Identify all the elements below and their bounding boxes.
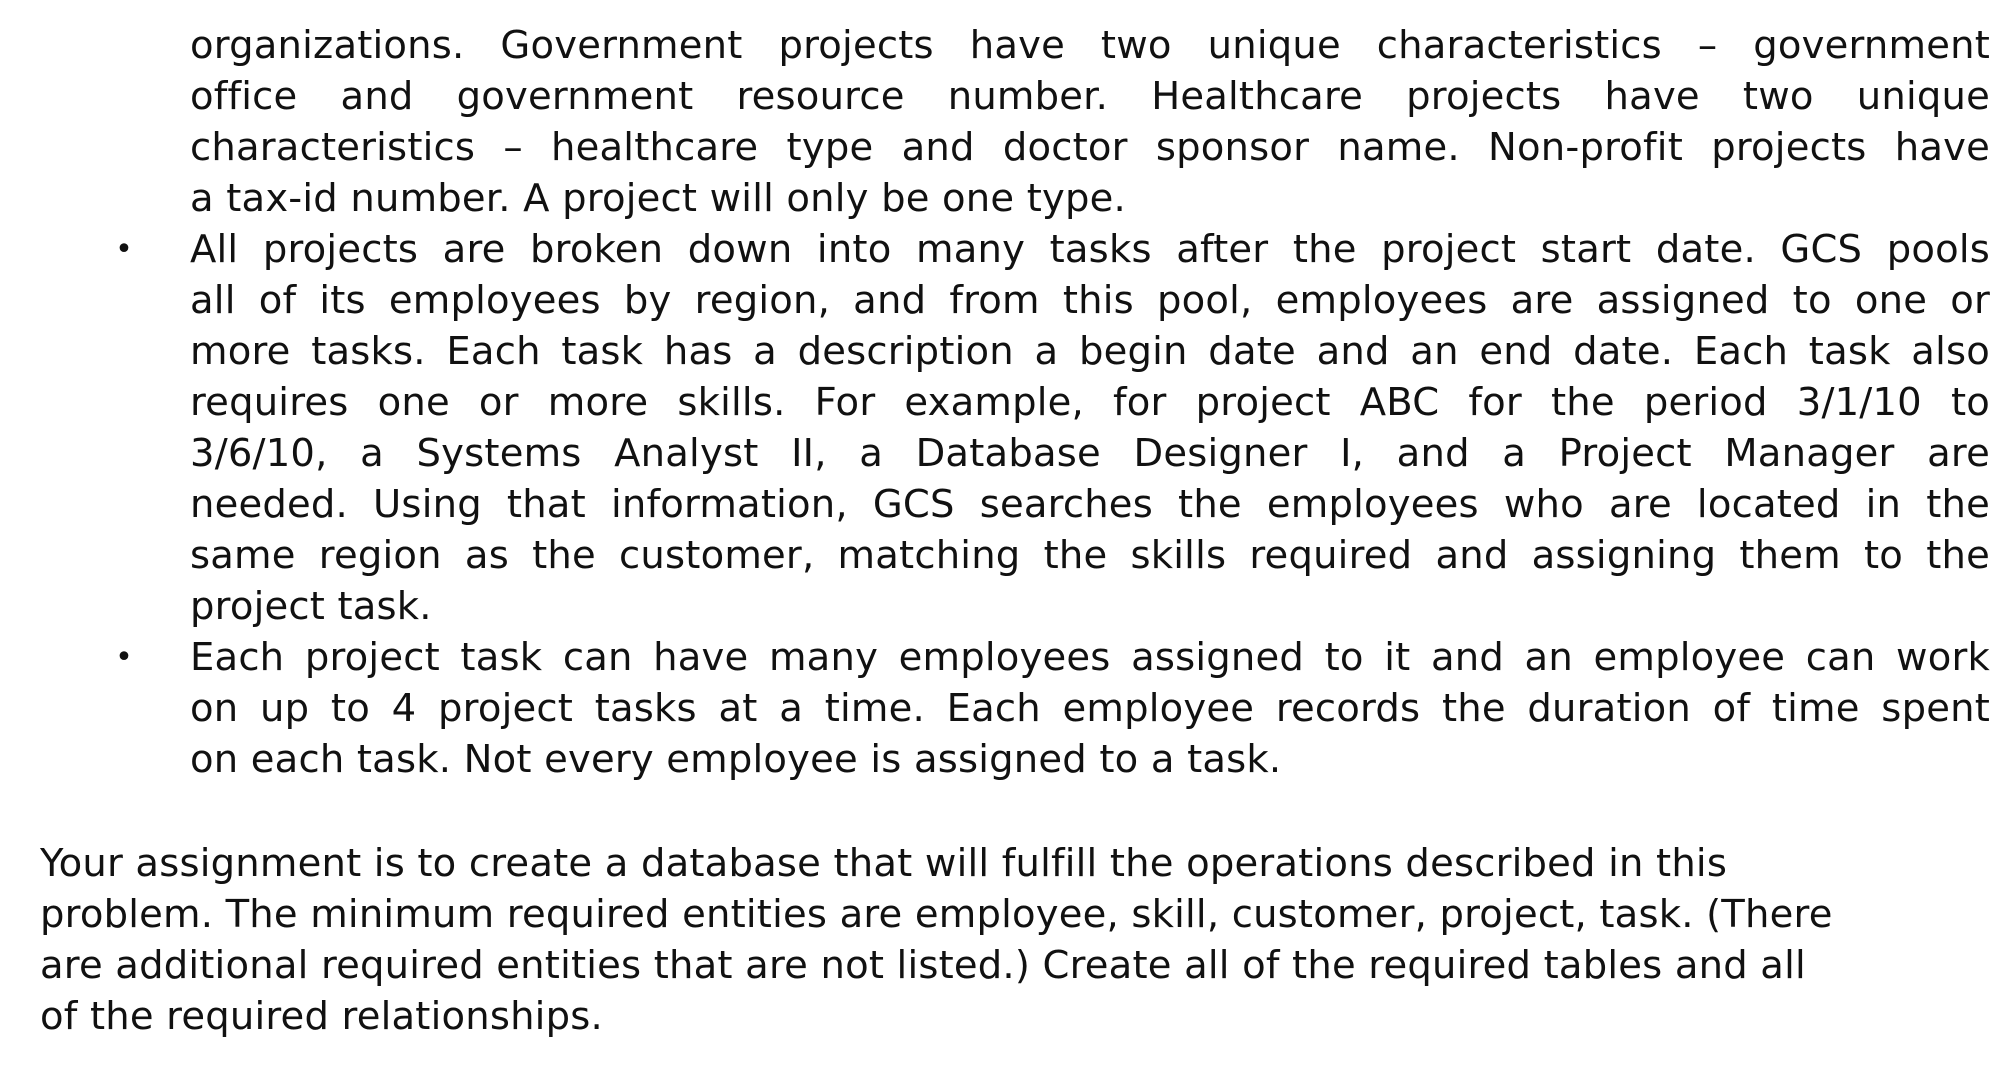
text-line: characteristics – healthcare type and doctor sponsor name. Non-profit projects have (190, 125, 1990, 170)
text-line: project task. (190, 584, 432, 629)
text-line: on each task. Not every employee is assigned to a task. (190, 737, 1282, 782)
bullet-icon: • (115, 640, 133, 675)
text-line: all of its employees by region, and from this pool, employees are assigned to one or (190, 278, 1990, 323)
text-line: Your assignment is to create a database that will fulfill the operations described in this (40, 841, 1728, 886)
text-line: requires one or more skills. For example, for project ABC for the period 3/1/10 to (190, 380, 1990, 425)
bullet-icon: • (115, 232, 133, 267)
text-line: on up to 4 project tasks at a time. Each employee records the duration of time spent (190, 686, 1990, 731)
text-line: are additional required entities that are not listed.) Create all of the required tables and all (40, 943, 1806, 988)
text-line: problem. The minimum required entities are employee, skill, customer, project, task. (There (40, 892, 1833, 937)
text-line: more tasks. Each task has a description a begin date and an end date. Each task also (190, 329, 1990, 374)
text-line: Each project task can have many employees assigned to it and an employee can work (190, 635, 1990, 680)
text-line: needed. Using that information, GCS searches the employees who are located in the (190, 482, 1990, 527)
text-line: 3/6/10, a Systems Analyst II, a Database Designer I, and a Project Manager are (190, 431, 1990, 476)
text-line: same region as the customer, matching the skills required and assigning them to the (190, 533, 1990, 578)
text-line: All projects are broken down into many tasks after the project start date. GCS pools (190, 227, 1990, 272)
text-line: organizations. Government projects have two unique characteristics – government (190, 23, 1990, 68)
text-line: a tax-id number. A project will only be one type. (190, 176, 1126, 221)
text-line: office and government resource number. Healthcare projects have two unique (190, 74, 1990, 119)
text-line: of the required relationships. (40, 994, 603, 1039)
